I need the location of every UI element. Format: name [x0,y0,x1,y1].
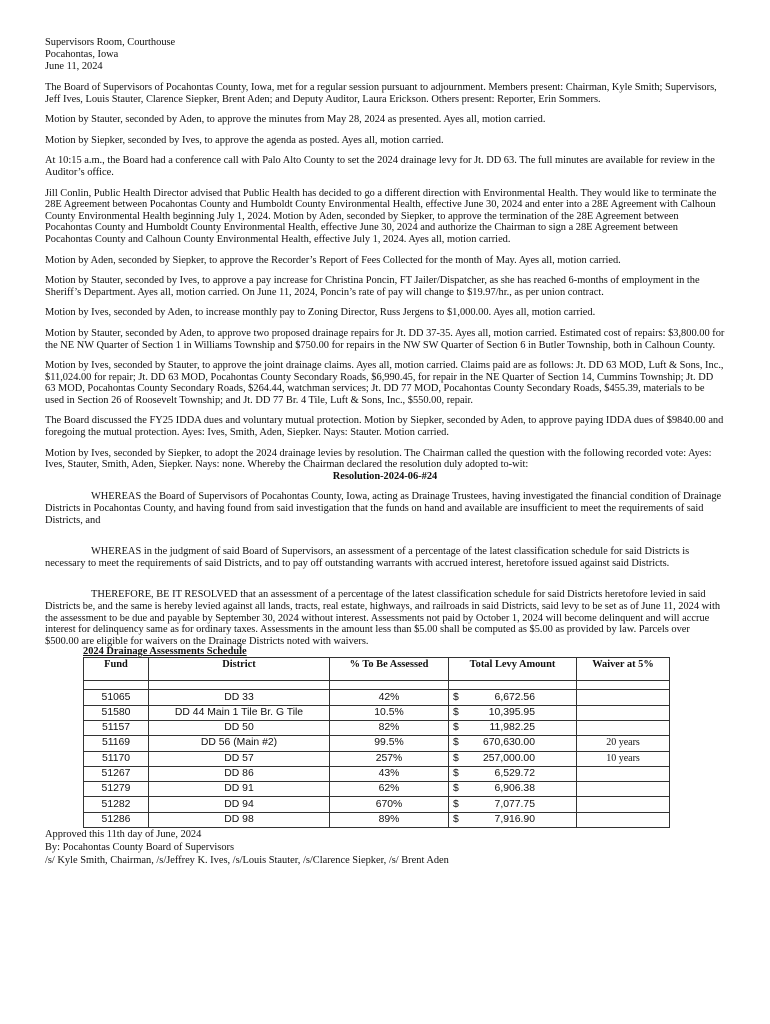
percent-cell: 257% [330,751,449,766]
drainage-claims-motion: Motion by Ives, seconded by Stauter, to approve the joint drainage claims. Ayes all, motion carried. Claims paid are as follows: Jt. DD 63 MOD, Luft & Sons, Inc., $11,024.00 for repair; Jt. DD 63 MOD, Pocahontas County Secondary Roads, $6,990.45, for repair in the NE Quarter of Section 14, Cummins Township; Jt. DD 63 MOD, Pocahontas County Secondary Roads, $264.44, watchman services; Jt. DD 77 MOD, Pocahontas County Secondary Roads, $455.39, materials to be used in Section 26 of Roosevelt Township; and Jt. DD 77 Br. 4 Tile, Luft & Sons, Inc., $550.00, repair. [45,360,724,406]
waiver-column-header: Waiver at 5% [577,658,670,681]
district-cell: DD 86 [149,766,330,781]
waiver-cell: 20 years [577,736,670,751]
percent-column-header: % To Be Assessed [330,658,449,681]
district-cell: DD 33 [149,690,330,705]
levy-amount-value: 11,982.25 [489,722,535,734]
document-header [45,37,725,73]
table-row [84,766,670,781]
currency-symbol: $ [453,691,459,703]
levy-amount-cell [449,797,577,812]
document-footer [45,828,725,867]
percent-cell: 10.5% [330,705,449,720]
currency-symbol: $ [453,706,459,718]
fund-cell: 51170 [84,751,149,766]
percent-cell: 99.5% [330,736,449,751]
idda-dues-paragraph: The Board discussed the FY25 IDDA dues and voluntary mutual protection. Motion by Siepker, seconded by Aden, to approve paying IDDA dues of $9840.00 and foregoing the mutual protection. Ayes: Ives, Smith, Aden, Siepker. Nays: Stauter. Motion carried. [45,415,724,439]
waiver-cell [577,797,670,812]
levy-amount-cell [449,736,577,751]
spacer-cell [577,681,670,690]
levy-amount-cell [449,782,577,797]
schedule-title: 2024 Drainage Assessments Schedule [83,646,247,658]
currency-symbol: $ [453,752,459,764]
waiver-cell [577,766,670,781]
fund-cell: 51279 [84,782,149,797]
percent-cell: 670% [330,797,449,812]
levy-amount-value: 6,529.72 [494,768,535,779]
zoning-pay-motion: Motion by Ives, seconded by Aden, to increase monthly pay to Zoning Director, Russ Jergens to $1,000.00. Ayes all, motion carried. [45,307,596,319]
percent-cell: 89% [330,812,449,827]
levy-amount-cell [449,766,577,781]
levy-amount-value: 257,000.00 [482,752,535,764]
waiver-cell [577,705,670,720]
district-cell: DD 50 [149,720,330,735]
conference-call-paragraph: At 10:15 a.m., the Board had a conference call with Palo Alto County to set the 2024 drainage levy for Jt. DD 63. The full minutes are available for review in the Auditor’s office. [45,155,715,178]
fund-cell: 51282 [84,797,149,812]
resolution-whereas-2: WHEREAS in the judgment of said Board of Supervisors, an assessment of a percentage of the latest classification schedule for said Districts is necessary to meet the requirements of said Districts, and to pay off outstanding warrants with accrued interest, heretofore issued against said Districts. [45,546,690,569]
district-column-header: District [149,658,330,681]
currency-symbol: $ [453,813,459,825]
fund-cell: 51065 [84,690,149,705]
currency-symbol: $ [453,798,459,810]
currency-symbol: $ [453,783,459,795]
agenda-motion: Motion by Siepker, seconded by Ives, to approve the agenda as posted. Ayes all, motion carried. [45,134,444,146]
district-cell: DD 56 (Main #2) [149,736,330,751]
waiver-cell [577,690,670,705]
spacer-row [84,681,670,690]
board-line: By: Pocahontas County Board of Supervisors [45,842,235,854]
spacer-cell [330,681,449,690]
levy-amount-cell [449,690,577,705]
levy-resolution-motion: Motion by Ives, seconded by Siepker, to adopt the 2024 drainage levies by resolution. The Chairman called the question with the following recorded vote: Ayes: Ives, Stauter, Smith, Aden, Siepker. Nays: none. Whereby the Chairman declared the resolution duly adopted to-wit: [45,447,712,471]
levy-amount-value: 6,672.56 [494,691,535,703]
location-line: Supervisors Room, Courthouse [45,37,176,48]
table-row [84,782,670,797]
table-row [84,736,670,751]
currency-symbol: $ [453,737,459,749]
levy-amount-cell [449,751,577,766]
pay-increase-motion: Motion by Stauter, seconded by Ives, to approve a pay increase for Christina Poncin, FT Jailer/Dispatcher, as she has reached 6-months of employment in the Sheriff’s Department. Ayes all, motion carried. On June 11, 2024, Poncin’s rate of pay will change to $19.97/hr., as per union contract. [45,275,700,298]
signatures-line: /s/ Kyle Smith, Chairman, /s/Jeffrey K. Ives, /s/Louis Stauter, /s/Clarence Siepker, /s/ Brent Aden [45,855,449,867]
approval-line: Approved this 11th day of June, 2024 [45,829,202,841]
levy-amount-value: 670,630.00 [482,737,535,749]
resolution-whereas-1: WHEREAS the Board of Supervisors of Pocahontas County, Iowa, acting as Drainage Trustees, having investigated the financial condition of Drainage Districts in Pocahontas County, and having found from said investigation that the funds on hand and available are insufficient to meet the requirements of said Districts, and [45,491,722,526]
table-row [84,812,670,827]
date-line: June 11, 2024 [45,61,103,72]
assessment-schedule-table [83,657,670,828]
currency-symbol: $ [453,722,459,734]
levy-amount-value: 7,077.75 [494,798,535,810]
percent-cell: 82% [330,720,449,735]
schedule-body [84,681,670,828]
public-health-paragraph: Jill Conlin, Public Health Director advised that Public Health has decided to go a different direction with Environmental Health. They would like to terminate the 28E Agreement between Pocahontas County and Humboldt County Environmental Health, effective June 30, 2024 and enter into a 28E Agreement with Calhoun County Environmental Health beginning July 1, 2024. Motion by Aden, seconded by Siepker, to approve the termination of the 28E Agreement between Pocahontas County and Humboldt County Environmental Health, effective June 30, 2024 and authorize the Chairman to sign a 28E Agreement between Pocahontas County and Calhoun County Environmental Health, effective July 1, 2024. Ayes all, motion carried. [45,187,717,245]
table-row [84,797,670,812]
fund-cell: 51157 [84,720,149,735]
waiver-cell [577,782,670,797]
district-cell: DD 57 [149,751,330,766]
fund-cell: 51286 [84,812,149,827]
fund-cell: 51267 [84,766,149,781]
spacer-cell [84,681,149,690]
levy-amount-value: 7,916.90 [494,813,535,825]
levy-amount-cell [449,705,577,720]
drainage-repairs-motion: Motion by Stauter, seconded by Aden, to approve two proposed drainage repairs for Jt. DD 37-35. Ayes all, motion carried. Estimated cost of repairs: $3,800.00 for the NE NW Quarter of Section 1 in Williams Township and $750.00 for repairs in the NW SW Quarter of Section 6 in Butler Township, both in Calhoun County. [45,327,725,351]
levy-amount-cell [449,812,577,827]
levy-amount-value: 10,395.95 [488,706,535,718]
levy-amount-cell [449,720,577,735]
city-line: Pocahontas, Iowa [45,49,119,60]
fund-column-header: Fund [84,658,149,681]
minutes-motion: Motion by Stauter, seconded by Aden, to approve the minutes from May 28, 2024 as presented. Ayes all, motion carried. [45,114,546,126]
table-header-row [84,658,670,681]
recorder-report-motion: Motion by Aden, seconded by Siepker, to approve the Recorder’s Report of Fees Collected for the month of May. Ayes all, motion carried. [45,254,621,266]
fund-cell: 51169 [84,736,149,751]
percent-cell: 43% [330,766,449,781]
table-row [84,720,670,735]
levy-amount-value: 6,906.38 [494,783,535,795]
table-row [84,751,670,766]
percent-cell: 62% [330,782,449,797]
fund-cell: 51580 [84,705,149,720]
table-row [84,705,670,720]
district-cell: DD 94 [149,797,330,812]
waiver-cell: 10 years [577,751,670,766]
table-row [84,690,670,705]
resolution-therefore: THEREFORE, BE IT RESOLVED that an assessment of a percentage of the latest classification schedule for said Districts heretofore levied in said Districts be, and the same is hereby levied against all lands, tracts, real estate, highways, and railroads in said Districts, said levy to be set as of June 11, 2024 with the assessment to be due and payable by September 30, 2024 without interest. Assessments not paid by October 1, 2024 will become delinquent and will accrue interest for delinquency same as for ordinary taxes. Assessments in the amount less than $5.00 shall be computed as $5.00 as provided by law. Parcels over $500.00 are eligible for waivers on the Drainage Districts noted with waivers. [45,589,721,647]
district-cell: DD 91 [149,782,330,797]
minutes-document [45,37,725,867]
currency-symbol: $ [453,768,459,779]
district-cell: DD 98 [149,812,330,827]
spacer-cell [449,681,577,690]
waiver-cell [577,720,670,735]
resolution-title: Resolution-2024-06-#24 [332,470,438,482]
attendance-paragraph: The Board of Supervisors of Pocahontas County, Iowa, met for a regular session pursuant to adjournment. Members present: Chairman, Kyle Smith; Supervisors, Jeff Ives, Louis Stauter, Clarence Siepker, Brent Aden; and Deputy Auditor, Laura Erickson. Others present: Reporter, Erin Sommers. [45,82,717,105]
district-cell: DD 44 Main 1 Tile Br. G Tile [149,705,330,720]
levy-column-header: Total Levy Amount [449,658,577,681]
waiver-cell [577,812,670,827]
spacer-cell [149,681,330,690]
percent-cell: 42% [330,690,449,705]
